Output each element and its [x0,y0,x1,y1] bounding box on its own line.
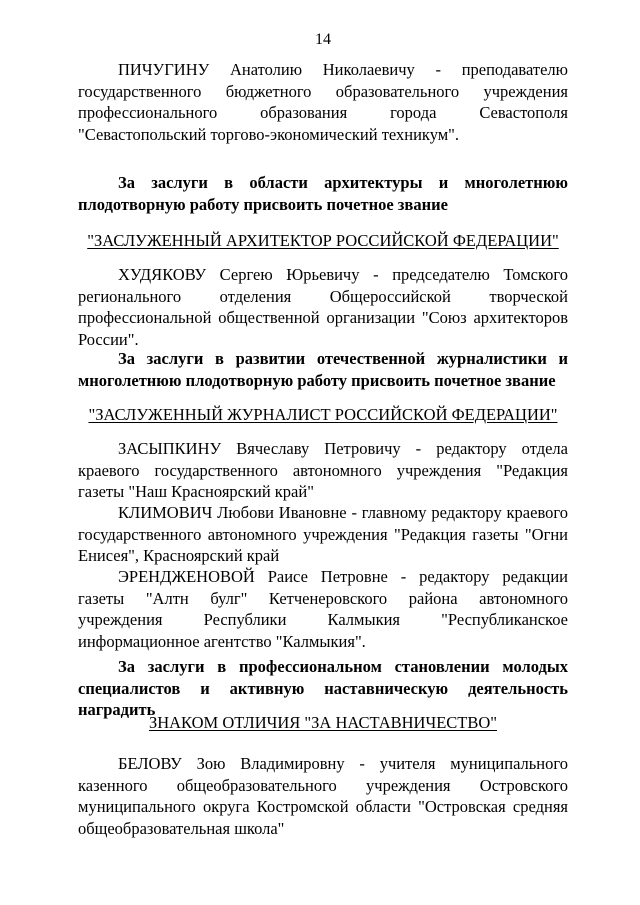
award-entry-zasypkin [78,438,568,503]
section-heading-mentorship [78,656,568,721]
award-entry-khudyakov [78,264,568,350]
section-heading-architecture [78,172,568,215]
award-entry-text: КЛИМОВИЧ Любови Ивановне - главному редактору краевого государственного автономного учреждения "Редакция газеты "Огни Енисея", Красноярский край [78,503,568,565]
section-heading-journalism [78,348,568,391]
section-heading-text: За заслуги в развитии отечественной журналистики и многолетнюю плодотворную работу присвоить почетное звание [78,349,568,390]
award-entry-text: ХУДЯКОВУ Сергею Юрьевичу - председателю Томского регионального отделения Общероссийской творческой профессиональной общественной организации "Союз архитекторов России". [78,265,568,349]
award-entry-erendzhenova [78,566,568,652]
award-entry-text: ПИЧУГИНУ Анатолию Николаевичу - преподавателю государственного бюджетного образовательного учреждения профессионального образования города Севастополя "Севастопольский торгово-экономический техникум". [78,60,568,144]
award-entry-belova [78,753,568,839]
section-heading-text: За заслуги в области архитектуры и многолетнюю плодотворную работу присвоить почетное звание [78,173,568,214]
title-text: "ЗАСЛУЖЕННЫЙ АРХИТЕКТОР РОССИЙСКОЙ ФЕДЕРАЦИИ" [87,231,559,250]
title-honored-architect [78,230,568,252]
award-entry-text: ЗАСЫПКИНУ Вячеславу Петровичу - редактору отдела краевого государственного автономного учреждения "Редакция газеты "Наш Красноярский край" [78,439,568,501]
title-text: ЗНАКОМ ОТЛИЧИЯ "ЗА НАСТАВНИЧЕСТВО" [148,713,498,732]
page-number: 14 [315,31,331,48]
title-honored-journalist [78,404,568,426]
award-entry-klimovich [78,502,568,567]
title-text: "ЗАСЛУЖЕННЫЙ ЖУРНАЛИСТ РОССИЙСКОЙ ФЕДЕРАЦИИ" [88,405,558,424]
section-heading-text: За заслуги в профессиональном становлении молодых специалистов и активную наставническую деятельность наградить [78,657,568,719]
award-entry-text: БЕЛОВУ Зою Владимировну - учителя муниципального казенного общеобразовательного учреждения Островского муниципального округа Костромской области "Островская средняя общеобразовательная школа" [78,754,568,838]
award-entry-text: ЭРЕНДЖЕНОВОЙ Раисе Петровне - редактору редакции газеты "Алтн булг" Кетченеровского района автономного учреждения Республики Калмыкия "Республиканское информационное агентство "Калмыкия". [78,567,568,651]
award-entry-pichugin [78,59,568,145]
title-mentorship-badge [78,712,568,734]
